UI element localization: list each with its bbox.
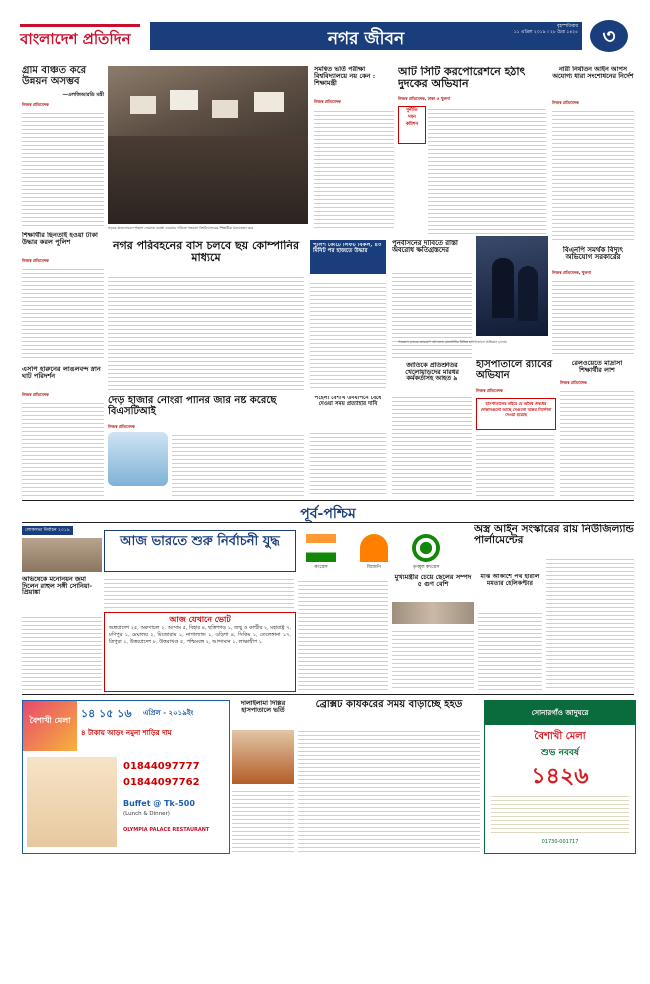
byline: নিজস্ব প্রতিবেদক bbox=[552, 100, 579, 105]
india-body bbox=[104, 576, 294, 608]
article-jatiyo bbox=[392, 362, 472, 496]
museum-top: সোনারগাঁও জাদুঘরে bbox=[531, 708, 589, 717]
headline: আজ ভারতে শুরু নির্বাচনী যুদ্ধ bbox=[120, 534, 280, 549]
byline: নিজস্ব প্রতিবেদক, খুলনা bbox=[552, 270, 591, 275]
headline: অস্ত্র আইন সংস্কারের রায় নিউজিল্যান্ড পার্লামেন্টের bbox=[474, 524, 634, 547]
body-text bbox=[560, 388, 634, 496]
section-title: নগর জীবন bbox=[327, 29, 405, 49]
article-brexit bbox=[298, 700, 480, 852]
body-text bbox=[22, 266, 104, 360]
article-water bbox=[108, 396, 304, 496]
byline: নিজস্ব প্রতিবেদক bbox=[108, 424, 135, 429]
fair-photo bbox=[27, 757, 117, 847]
section2-title: পূর্ব-পশ্চিম bbox=[300, 506, 356, 522]
headline: নারী নির্যাতন আইন আপস অযোগ্য ধারা সংশোধনের নির্দেশ bbox=[552, 66, 634, 80]
protest-sign bbox=[130, 96, 156, 114]
section-divider bbox=[22, 522, 634, 523]
headline: পুনর্বাসনের দাবিতে রাস্তা অবরোধ ক্ষতিগ্রস্তদের bbox=[392, 240, 458, 255]
buffet-label: Buffet @ Tk-500 bbox=[123, 799, 195, 808]
headline: হাসপাতালে র‌্যাবের অভিযান bbox=[476, 360, 553, 381]
crowd bbox=[108, 136, 308, 224]
body-text bbox=[310, 280, 386, 390]
page-number: ৩ bbox=[590, 20, 628, 52]
brand-logo bbox=[20, 24, 140, 46]
article-dalai bbox=[232, 700, 294, 852]
headline: শিক্ষার্থীর ছিনতাই হওয়া টাকা উদ্ধার করল পুলিশ bbox=[22, 232, 98, 246]
headline: মাঝ আকাশে পথ হারাল মমতার হেলিকপ্টার bbox=[480, 574, 540, 587]
museum-greeting: শুভ নববর্ষ bbox=[541, 748, 579, 758]
subheadline: —এলজিআরডি মন্ত্রী bbox=[62, 92, 104, 98]
museum-header bbox=[485, 701, 635, 725]
photo-caption: সড়কে যানচলাচলে শৃঙ্খলা ফেরাতে ব্যবস্থা নেওয়ার দাবিতে গতকাল বিশ্ববিদ্যালয়ের শিক্ষার্থীরা মানববন্ধন করে bbox=[108, 226, 254, 230]
tmc-flower-icon bbox=[412, 534, 440, 562]
byline: নিজস্ব প্রতিবেদক bbox=[314, 99, 341, 104]
headline: রেলওয়েতে মাদ্রাসা শিক্ষার্থীর লাশ bbox=[571, 360, 623, 374]
article-exam bbox=[314, 66, 394, 230]
museum-contact: 01730-001717 bbox=[541, 839, 579, 845]
article-hospital bbox=[476, 360, 554, 496]
headline: নগর পরিবহনের বাস চলবে ছয় কোম্পানির মাধ্যমে bbox=[112, 240, 300, 264]
fair-name: বৈশাখী মেলা bbox=[29, 715, 71, 725]
fair-offer: ৪ টাকায় আড়ং নমুনা শাড়ির দাম bbox=[81, 728, 172, 737]
headline: বিএনপি সমর্থক বিদ্যুৎ অভিযোগ সরকারের bbox=[562, 246, 624, 261]
body-text bbox=[22, 400, 104, 496]
headline: গ্রাম বঞ্চিত করে উন্নয়ন অসম্ভব bbox=[22, 66, 87, 87]
body-text bbox=[232, 788, 294, 852]
brand-tagline bbox=[20, 24, 140, 27]
dudok-tag: দুর্নীতি দমন কমিশন bbox=[398, 106, 426, 144]
issue-date: বৃহস্পতিবার ১১ এপ্রিল ২০১৯ । ২৮ চৈত্র ১৪২৫ bbox=[513, 24, 578, 35]
person-silhouette bbox=[518, 266, 538, 321]
congress-hand-icon bbox=[306, 534, 336, 562]
body-text bbox=[476, 432, 554, 496]
party-label: কংগ্রেস bbox=[314, 565, 328, 570]
mukul-photo bbox=[392, 602, 474, 624]
museum-ad bbox=[484, 700, 636, 854]
protest-sign bbox=[212, 100, 238, 118]
brand-name: বাংলাদেশ প্রতিদিন bbox=[20, 30, 131, 48]
protest-sign bbox=[170, 90, 198, 110]
fair-phone-2: 01844097762 bbox=[123, 777, 200, 788]
body-text bbox=[552, 108, 634, 240]
body-text bbox=[314, 108, 394, 230]
byline: নিজস্ব প্রতিবেদক bbox=[560, 380, 587, 385]
india-headline-box bbox=[104, 530, 296, 572]
body-text bbox=[298, 728, 480, 852]
fair-logo bbox=[23, 701, 77, 751]
dalai-photo bbox=[232, 730, 294, 784]
headline: অভিষেকে মনোনয়ন জমা দিলেন রাহুল সঙ্গী সোনিয়া-প্রিয়াঙ্কা bbox=[22, 576, 93, 597]
body-text bbox=[172, 432, 304, 496]
article-student bbox=[22, 232, 104, 360]
body-text bbox=[392, 628, 474, 690]
fair-dates: ১৪ ১৫ ১৬ bbox=[81, 707, 132, 720]
headline: পুলিশ কোর্টে লিফট বিকল, ৪০ মিনিট পর হাজতে উদ্ধার bbox=[313, 243, 382, 254]
person-silhouette bbox=[492, 258, 514, 318]
body-text bbox=[392, 394, 472, 496]
article-bus bbox=[108, 240, 304, 390]
article-mukul bbox=[392, 574, 474, 690]
protest-sign bbox=[254, 92, 284, 112]
museum-fair: বৈশাখী মেলা bbox=[534, 731, 586, 742]
museum-year: ১৪২৬ bbox=[531, 763, 589, 789]
buffet-sub: (Lunch & Dinner) bbox=[123, 811, 170, 817]
body-text bbox=[108, 274, 304, 390]
body-text bbox=[310, 430, 386, 496]
article-village bbox=[22, 66, 104, 226]
headline: দালাইলামা দিল্লির হাসপাতালে ভর্তি bbox=[240, 700, 286, 714]
headline: সমন্বিত ভর্তি পরীক্ষা বিশ্ববিদ্যালয়ে নয় কেন : শিক্ষামন্ত্রী bbox=[314, 66, 376, 87]
protest-photo bbox=[108, 66, 308, 224]
headline: ব্রেক্সিট কার্যকরের সময় বাড়াচ্ছে ইইউ bbox=[315, 700, 463, 710]
vote-box-title: আজ যেখানে ভোট bbox=[169, 614, 231, 624]
party-label: তৃণমূল কংগ্রেস bbox=[412, 565, 440, 570]
byline: নিজস্ব প্রতিবেদক bbox=[476, 388, 503, 393]
fair-ad bbox=[22, 700, 230, 854]
nz-body bbox=[546, 556, 634, 690]
party-symbols bbox=[300, 530, 450, 576]
body-text bbox=[22, 614, 102, 690]
masthead bbox=[20, 18, 632, 56]
fair-month: এপ্রিল - ২০১৯ইং bbox=[143, 709, 194, 717]
ads-divider bbox=[22, 694, 634, 695]
hosp-quote: হাসপাতালের বাইরে যে অবৈধ ঔষধের দোকানগুলো আছে সেগুলো বন্ধের নির্দেশনা দেওয়া হয়েছে bbox=[480, 401, 552, 417]
hosp-quote-box bbox=[476, 398, 556, 430]
byline: নিজস্ব প্রতিবেদক, ঢাকা ও খুলনা bbox=[398, 96, 450, 101]
body-text bbox=[428, 106, 546, 236]
rab-caption: গতকাল র‌্যাবের ভ্রাম্যমাণ আদালত রাজধানীর বিভিন্ন হাসপাতালে অভিযান চালায় bbox=[398, 340, 507, 344]
article-rail bbox=[560, 360, 634, 496]
byline: নিজস্ব প্রতিবেদক bbox=[22, 392, 49, 397]
headline: মুখ্যমন্ত্রীর চেয়ে ছেলের সম্পদ ৫ গুণ বেশি bbox=[394, 574, 472, 588]
body-text bbox=[22, 110, 104, 226]
party-label: বিজেপি bbox=[367, 565, 381, 570]
article-sp bbox=[22, 366, 104, 496]
museum-body bbox=[491, 793, 629, 833]
article-boishakh bbox=[310, 396, 386, 496]
vote-box-body: অন্ধ্রপ্রদেশ ২৫, অরুণাচল ২, আসাম ৫, বিহার ৪, ছত্তিশগড় ১, জম্মু ও কাশ্মীর ২, মহারাষ্ট্র ৭, মণিপুর ১, মেঘালয় ২, মিজোরাম ১, নাগাল্যান্ড ১, ওড়িশা ৪, সিকিম ১, তেলেঙ্গানা ১৭, ত্রিপুরা ১, উত্তরপ্রদেশ ৮, উত্তরাখণ্ড ৫, পশ্চিমবঙ্গ ২, আন্দামান ১, লাক্ষাদ্বীপ ১ bbox=[109, 625, 291, 646]
india-col-2 bbox=[298, 578, 388, 690]
lok-tag: লোকসভা নির্বাচন ২০১৯ bbox=[22, 526, 73, 535]
article-bidyut bbox=[552, 246, 634, 356]
body-text bbox=[552, 278, 634, 356]
headline: দেড় হাজার নোংরা পানির জার নষ্ট করেছে বিএসটিআই bbox=[108, 396, 277, 417]
headline: এসপি হারুনের লাঙলবন্দ স্নান ঘাট পরিদর্শন bbox=[22, 366, 101, 380]
headline: জাতিকে প্রতিশ্রুতির খেলোয়াড়দের মারধর কর্মকর্তাসহ আহত ৯ bbox=[405, 362, 459, 383]
headline: পহেলা বৈশাখ উদযাপনে বেঁধে দেওয়া সময় প্রত্যাহার দাবি bbox=[314, 396, 382, 407]
vote-box bbox=[104, 612, 296, 692]
article-police-lift bbox=[310, 240, 386, 390]
article-nari bbox=[552, 66, 634, 240]
restaurant-name: OLYMPIA PALACE RESTAURANT bbox=[123, 827, 210, 833]
rab-photo bbox=[476, 236, 548, 336]
rahul-photo bbox=[22, 538, 102, 572]
byline: নিজস্ব প্রতিবেদক bbox=[22, 102, 49, 107]
article-rahul bbox=[22, 538, 102, 690]
section-divider bbox=[22, 500, 634, 501]
headline: আট সিটি করপোরেশনে হঠাৎ দুদকের অভিযান bbox=[398, 66, 526, 90]
bjp-lotus-icon bbox=[360, 534, 388, 562]
byline: নিজস্ব প্রতিবেদক bbox=[22, 258, 49, 263]
fair-phone-1: 01844097777 bbox=[123, 761, 200, 772]
jar-photo bbox=[108, 432, 168, 486]
article-eight-city bbox=[398, 66, 546, 236]
